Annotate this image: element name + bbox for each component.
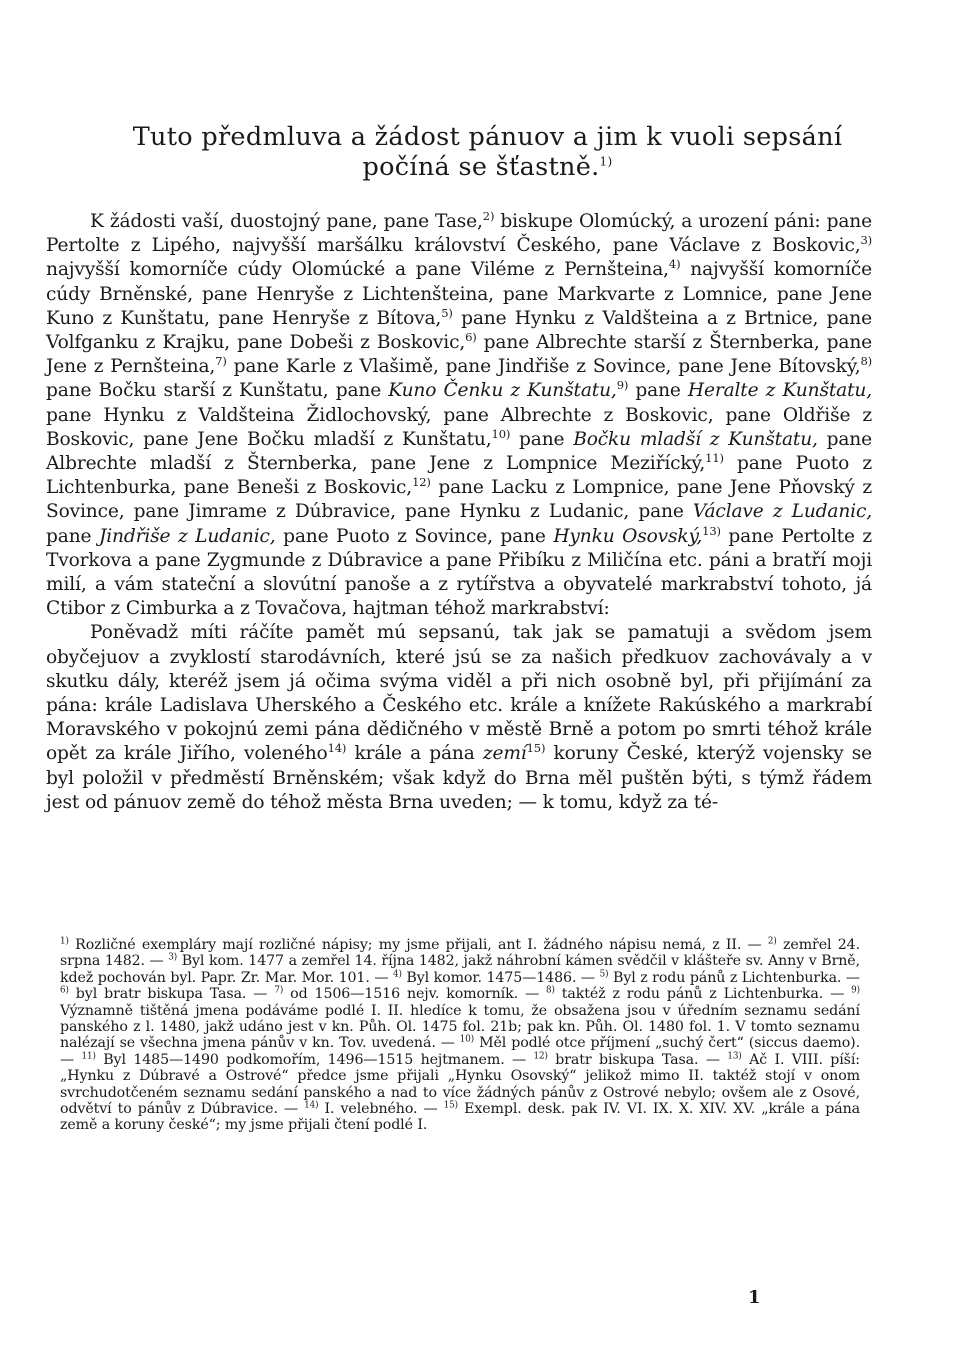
title-footnote-mark: 1) (599, 154, 613, 169)
footnote-reference: 9) (616, 378, 629, 393)
text-run: pane Albrechte starší z Šternberka, pane Jene z Pernšteina, (46, 332, 872, 378)
paragraph-memory (46, 621, 872, 815)
footnote-reference: 4) (668, 257, 681, 272)
footnote-mark: 7) (274, 985, 284, 996)
text-run: pane Hynku z Valdšteina a z Brtnice, pane Volfganku z Krajku, pane Dobeši z Boskovic, (46, 307, 872, 354)
text-run: pane Albrechte mladší z Šternberka, pane Jene z Lompnice Meziřícký, (46, 428, 872, 475)
footnote-reference: 14) (327, 741, 347, 756)
footnote-mark: 6) (60, 985, 69, 996)
text-run: pane Puoto z Lichtenburka, pane Beneši z Boskovic, (46, 453, 872, 499)
text-run: pane Karle z Vlašimě, pane Jindřiše z Sovince, pane Jene Bítovský, (226, 356, 861, 378)
main-text (46, 210, 872, 815)
emphasized-name: Václave z Ludanic, (692, 501, 873, 523)
text-run: pane (510, 428, 574, 450)
footnote-reference: 12) (412, 475, 431, 490)
text-run: najvyšší komorníče cúdy Olomúcké a pane Viléme z Pernšteina, (46, 259, 669, 281)
text-run: pane Puoto z Sovince, pane (275, 525, 554, 547)
footnote-text: Byl 1485—1490 podkomořím, 1496—1515 hejtmanem. — (95, 1051, 534, 1068)
emphasized-name: Hynku Osovský, (553, 525, 703, 547)
footnote-text: I. velebného. — (318, 1101, 444, 1118)
footnote-text: Rozličné exempláry mají rozličné nápisy; my jsme přijali, ant I. žádného nápisu nemá, z II. — (68, 937, 768, 953)
chapter-title (70, 122, 905, 182)
title-line-2-text: počíná se šťastně. (362, 152, 600, 182)
footnote-text: byl bratr biskupa Tasa. — (68, 986, 275, 1003)
emphasized-name: zemí (482, 743, 527, 765)
footnote-text: Byl z rodu pánů z Lichtenburka. — (608, 969, 860, 986)
footnote-mark: 11) (81, 1051, 96, 1062)
footnote-reference: 11) (705, 450, 724, 465)
emphasized-name: Kuno Čenku z Kunštatu, (388, 380, 617, 402)
footnote-mark: 8) (546, 985, 555, 996)
text-run: krále a pána (346, 743, 483, 765)
emphasized-name: Bočku mladší z Kunštatu, (573, 428, 818, 450)
emphasized-name: Heralte z Kunštatu, (687, 380, 873, 402)
footnote-mark: 9) (851, 985, 860, 996)
text-run: pane Bočku starší z Kunštatu, pane (46, 380, 389, 402)
footnote-mark: 15) (443, 1100, 458, 1111)
text-run: pane (46, 525, 99, 547)
footnote-reference: 5) (441, 305, 453, 320)
footnote-reference: 8) (860, 354, 872, 369)
text-run: K žádosti vaší, duostojný pane, pane Tase, (90, 211, 483, 232)
footnote-reference: 13) (702, 523, 721, 538)
footnote-block (60, 937, 860, 1134)
footnote-text: bratr biskupa Tasa. — (547, 1051, 728, 1068)
text-run: najvyšší komorníče cúdy Brněnské, pane Henryše z Lichtenšteina, pane Markvarte z Lomnice, pane Jene Kuno z Kunštatu, pane Henryše z Bítova, (46, 259, 872, 329)
emphasized-name: Jindřiše z Ludanic, (98, 525, 276, 547)
footnote-reference: 6) (465, 329, 477, 344)
footnote-mark: 1) (60, 936, 69, 947)
footnote-mark: 4) (392, 969, 402, 980)
footnote-reference: 15) (526, 741, 546, 756)
text-run: Poněvadž míti ráčíte pamět mú sepsanú, tak jak se pamatuji a svědom jsem obyčejuov a zvyklostí starodávních, které jsú se za našich předkuov zachovávaly a v skutku dály, kteréž jsem já očima svýma viděl a při nich osobně byl, při přijímání za pána: krále Ladislava Uherského a Českého etc. krále a knížete Rakúského a markrabí Moravského v pokojnú zemi pána dědičného v městě Brně a potom po smrti téhož krále opět za krále Jiřího, voleného (46, 622, 872, 765)
footnote-text: od 1506—1516 nejv. komorník. — (283, 986, 546, 1003)
footnote-mark: 13) (727, 1051, 742, 1062)
footnote-text: Měl podlé otce příjmení „suchý čert“ (siccus daemo). — (60, 1035, 860, 1068)
text-run: pane Pertolte z Tvorkova a pane Zygmunde z Dúbravice a pane Přibíku z Miličína etc. páni a bratří moji milí, a vám stateční a slovútní panoše a z rytířstva a obyvatelé markrabství tohoto, já Ctibor z Cimburka a z Tovačova, hajtman téhož markrabství: (46, 525, 873, 620)
footnote-text: taktéž z rodu pánů z Lichtenburka. — (554, 986, 852, 1003)
footnote-text: Exempl. desk. pak IV. VI. IX. X. XIV. XV. „krále a pána země a koruny české“; my jsme přijali čtení podlé I. (60, 1101, 860, 1134)
text-run: pane Hynku z Valdšteina Židlochovský, pane Albrechte z Boskovic, pane Oldřiše z Boskovic, pane Jene Bočku mladší z Kunštatu, (46, 404, 872, 450)
footnote-text: Významně tištěná jmena podáváme podlé I. II. hledíce k tomu, že obsažena jsou v úředním seznamu sedání panského z l. 1480, jakž udáno jest v kn. Půh. Ol. 1475 fol. 21b; pak kn. Půh. Ol. 1480 fol. 1. V tomto seznamu nalézají se všechna jmena pánův v kn. Tov. uvedená. — (60, 1002, 860, 1052)
text-run: koruny České, kterýž vojensky se byl položil v předměstí Brněnském; však když do Brna měl puštěn býti, s týmž řádem jest od pánuov země do téhož města Brna uveden; — k tomu, když za té- (46, 743, 872, 813)
footnote-mark: 3) (168, 952, 178, 963)
title-line-2 (70, 152, 905, 182)
page-number: 1 (748, 1287, 761, 1308)
paragraph-salutation (46, 210, 872, 621)
footnote-text: zemřel 24. srpna 1482. — (60, 937, 861, 970)
title-line-1: Tuto předmluva a žádost pánuov a jim k vuoli sepsání (132, 122, 843, 152)
footnote-mark: 12) (533, 1051, 548, 1062)
footnote-reference: 2) (482, 208, 495, 223)
footnote-mark: 5) (599, 969, 609, 980)
footnote-reference: 3) (860, 233, 872, 248)
footnote-text: Byl kom. 1477 a zemřel 14. října 1482, jakž náhrobní kámen svědčil v klášteře sv. Anny v Brně, kdež pochován byl. Papr. Zr. Mar. Mor. 101. — (60, 953, 860, 986)
text-run: pane Lacku z Lompnice, pane Jene Pňovský z Sovince, pane Jimrame z Dúbravice, pane Hynku z Ludanic, pane (46, 477, 872, 523)
footnote-reference: 10) (491, 426, 511, 441)
footnote-mark: 10) (459, 1034, 475, 1045)
text-run: biskupe Olomúcký, a urození páni: pane Pertolte z Lipého, najvyšší maršálku království Českého, pane Václave z Boskovic, (46, 211, 872, 257)
footnote-mark: 14) (304, 1100, 319, 1111)
footnotes (60, 937, 860, 1134)
text-run: pane (628, 380, 688, 402)
footnote-mark: 2) (767, 936, 777, 947)
footnote-text: Byl komor. 1475—1486. — (401, 969, 600, 986)
footnote-text: Ač I. VIII. píší: „Hynku z Dúbravé a Ostrové“ předce jsme přijali „Hynku Osovský“ jelikož mimo II. taktéž stojí v onom svrchudotčeném seznamu sedání panského a nad to více žádných pánův z Ostrové nebylo; ovšem ale z Osové, odvětví to pánův z Dúbravice. — (60, 1051, 860, 1118)
footnote-reference: 7) (215, 354, 227, 369)
